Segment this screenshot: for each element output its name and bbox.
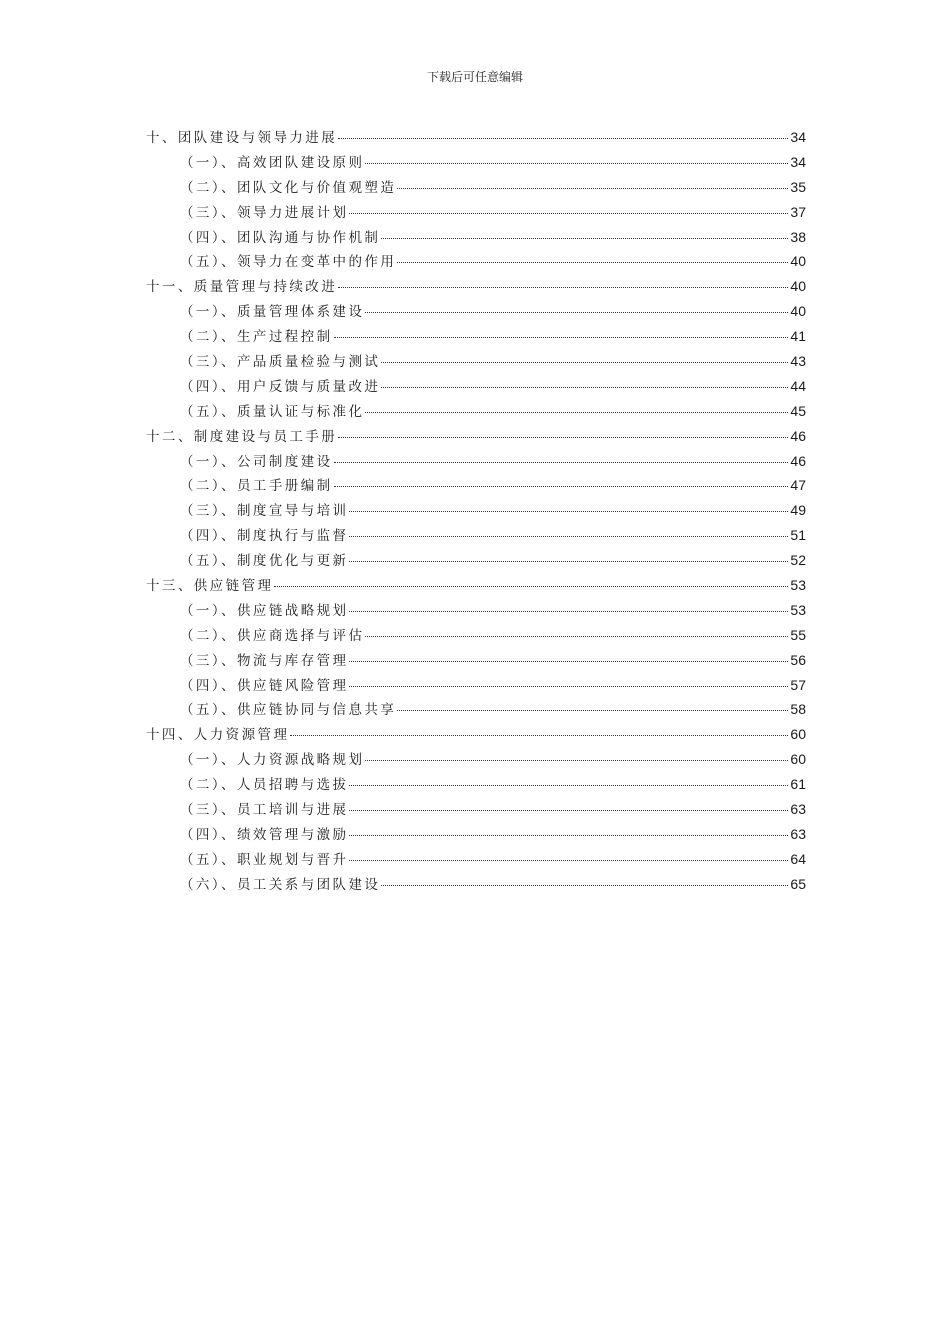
toc-entry-page-number: 60 xyxy=(790,751,806,768)
toc-entry-page-number: 51 xyxy=(790,527,806,544)
toc-entry-title: （一）、高效团队建设原则 xyxy=(180,154,365,171)
toc-entry-page-number: 64 xyxy=(790,850,806,867)
toc-entry-page-number: 41 xyxy=(790,328,806,345)
toc-entry-title: （五）、职业规划与晋升 xyxy=(180,851,349,868)
toc-dot-leader xyxy=(349,835,788,836)
toc-entry-title: （三）、物流与库存管理 xyxy=(180,652,349,669)
toc-entry-title: （五）、质量认证与标准化 xyxy=(180,403,365,420)
toc-section-entry[interactable] xyxy=(146,201,806,226)
toc-entry-page-number: 55 xyxy=(790,626,806,643)
toc-dot-leader xyxy=(365,412,788,413)
toc-entry-title: （二）、供应商选择与评估 xyxy=(180,627,365,644)
toc-chapter-entry[interactable] xyxy=(146,275,806,300)
toc-dot-leader xyxy=(365,760,788,761)
toc-entry-page-number: 34 xyxy=(790,153,806,170)
toc-entry-title: （六）、员工关系与团队建设 xyxy=(180,876,381,893)
toc-dot-leader xyxy=(274,586,788,587)
toc-entry-title: （三）、产品质量检验与测试 xyxy=(180,354,381,371)
toc-section-entry[interactable] xyxy=(146,400,806,425)
toc-dot-leader xyxy=(334,337,789,338)
toc-entry-page-number: 35 xyxy=(790,178,806,195)
toc-dot-leader xyxy=(349,661,788,662)
toc-entry-title: （三）、员工培训与进展 xyxy=(180,802,349,819)
toc-dot-leader xyxy=(349,561,788,562)
toc-section-entry[interactable] xyxy=(146,748,806,773)
toc-section-entry[interactable] xyxy=(146,176,806,201)
toc-entry-title: （四）、制度执行与监督 xyxy=(180,528,349,545)
toc-dot-leader xyxy=(397,262,788,263)
toc-dot-leader xyxy=(349,511,788,512)
toc-entry-title: 十、团队建设与领导力进展 xyxy=(146,130,338,146)
toc-chapter-entry[interactable] xyxy=(146,723,806,748)
toc-dot-leader xyxy=(381,238,788,239)
toc-dot-leader xyxy=(334,486,789,487)
toc-entry-page-number: 61 xyxy=(790,776,806,793)
toc-entry-title: （五）、供应链协同与信息共享 xyxy=(180,702,397,719)
toc-section-entry[interactable] xyxy=(146,599,806,624)
toc-entry-page-number: 63 xyxy=(790,825,806,842)
toc-dot-leader xyxy=(349,686,788,687)
toc-section-entry[interactable] xyxy=(146,375,806,400)
toc-entry-title: （四）、绩效管理与激励 xyxy=(180,826,349,843)
toc-section-entry[interactable] xyxy=(146,499,806,524)
toc-section-entry[interactable] xyxy=(146,873,806,898)
toc-entry-title: （一）、供应链战略规划 xyxy=(180,602,349,619)
toc-entry-title: （四）、用户反馈与质量改进 xyxy=(180,378,381,395)
toc-section-entry[interactable] xyxy=(146,823,806,848)
table-of-contents xyxy=(146,126,806,898)
toc-dot-leader xyxy=(290,735,788,736)
toc-dot-leader xyxy=(349,536,788,537)
toc-dot-leader xyxy=(349,611,788,612)
toc-section-entry[interactable] xyxy=(146,773,806,798)
toc-entry-title: 十二、制度建设与员工手册 xyxy=(146,428,338,445)
toc-entry-page-number: 47 xyxy=(790,477,806,494)
toc-dot-leader xyxy=(334,462,789,463)
toc-entry-page-number: 53 xyxy=(790,601,806,618)
toc-entry-page-number: 40 xyxy=(790,253,806,270)
toc-entry-title: （二）、员工手册编制 xyxy=(180,478,333,495)
toc-section-entry[interactable] xyxy=(146,250,806,275)
toc-entry-page-number: 52 xyxy=(790,552,806,569)
toc-section-entry[interactable] xyxy=(146,624,806,649)
toc-entry-title: （三）、制度宣导与培训 xyxy=(180,503,349,520)
toc-entry-page-number: 49 xyxy=(790,502,806,519)
toc-section-entry[interactable] xyxy=(146,300,806,325)
toc-section-entry[interactable] xyxy=(146,151,806,176)
toc-entry-page-number: 57 xyxy=(790,676,806,693)
toc-section-entry[interactable] xyxy=(146,226,806,251)
toc-entry-title: （二）、团队文化与价值观塑造 xyxy=(180,179,397,196)
toc-section-entry[interactable] xyxy=(146,798,806,823)
toc-entry-page-number: 46 xyxy=(790,427,806,444)
toc-entry-page-number: 56 xyxy=(790,651,806,668)
toc-entry-page-number: 63 xyxy=(790,801,806,818)
toc-entry-title: 十一、质量管理与持续改进 xyxy=(146,279,338,296)
toc-dot-leader xyxy=(338,287,788,288)
toc-entry-page-number: 60 xyxy=(790,726,806,743)
toc-entry-title: （一）、公司制度建设 xyxy=(180,453,333,470)
toc-dot-leader xyxy=(381,362,788,363)
toc-entry-page-number: 40 xyxy=(790,303,806,320)
toc-entry-title: （一）、质量管理体系建设 xyxy=(180,304,365,321)
toc-entry-title: （三）、领导力进展计划 xyxy=(180,204,349,221)
toc-entry-title: （四）、团队沟通与协作机制 xyxy=(180,229,381,246)
toc-entry-title: （四）、供应链风险管理 xyxy=(180,677,349,694)
toc-dot-leader xyxy=(381,885,788,886)
toc-entry-page-number: 58 xyxy=(790,701,806,718)
toc-dot-leader xyxy=(349,860,788,861)
toc-section-entry[interactable] xyxy=(146,524,806,549)
toc-section-entry[interactable] xyxy=(146,450,806,475)
toc-chapter-entry[interactable] xyxy=(146,126,806,151)
toc-entry-title: （二）、人员招聘与选拔 xyxy=(180,777,349,794)
toc-section-entry[interactable] xyxy=(146,674,806,699)
toc-entry-page-number: 65 xyxy=(790,875,806,892)
toc-dot-leader xyxy=(349,810,788,811)
toc-dot-leader xyxy=(397,188,788,189)
toc-dot-leader xyxy=(365,163,788,164)
toc-entry-title: （一）、人力资源战略规划 xyxy=(180,752,365,769)
toc-entry-title: （五）、领导力在变革中的作用 xyxy=(180,254,397,271)
toc-dot-leader xyxy=(349,785,788,786)
toc-dot-leader xyxy=(338,138,788,139)
toc-section-entry[interactable] xyxy=(146,549,806,574)
toc-entry-page-number: 37 xyxy=(790,203,806,220)
toc-section-entry[interactable] xyxy=(146,350,806,375)
toc-dot-leader xyxy=(397,710,788,711)
toc-entry-page-number: 43 xyxy=(790,353,806,370)
toc-entry-title: 十三、供应链管理 xyxy=(146,578,274,595)
toc-entry-page-number: 53 xyxy=(790,577,806,594)
toc-entry-title: （五）、制度优化与更新 xyxy=(180,553,349,570)
toc-entry-page-number: 34 xyxy=(790,129,806,145)
toc-dot-leader xyxy=(349,213,788,214)
toc-entry-page-number: 38 xyxy=(790,228,806,245)
toc-dot-leader xyxy=(338,437,788,438)
toc-entry-title: 十四、人力资源管理 xyxy=(146,727,290,744)
toc-entry-page-number: 46 xyxy=(790,452,806,469)
toc-entry-title: （二）、生产过程控制 xyxy=(180,329,333,346)
toc-section-entry[interactable] xyxy=(146,848,806,873)
toc-dot-leader xyxy=(365,636,788,637)
toc-dot-leader xyxy=(365,312,788,313)
toc-chapter-entry[interactable] xyxy=(146,425,806,450)
toc-chapter-entry[interactable] xyxy=(146,574,806,599)
toc-section-entry[interactable] xyxy=(146,649,806,674)
header-note: 下载后可任意编辑 xyxy=(426,70,523,84)
toc-section-entry[interactable] xyxy=(146,325,806,350)
toc-entry-page-number: 44 xyxy=(790,377,806,394)
toc-section-entry[interactable] xyxy=(146,698,806,723)
toc-dot-leader xyxy=(381,387,788,388)
toc-section-entry[interactable] xyxy=(146,474,806,499)
toc-entry-page-number: 45 xyxy=(790,402,806,419)
toc-entry-page-number: 40 xyxy=(790,278,806,295)
